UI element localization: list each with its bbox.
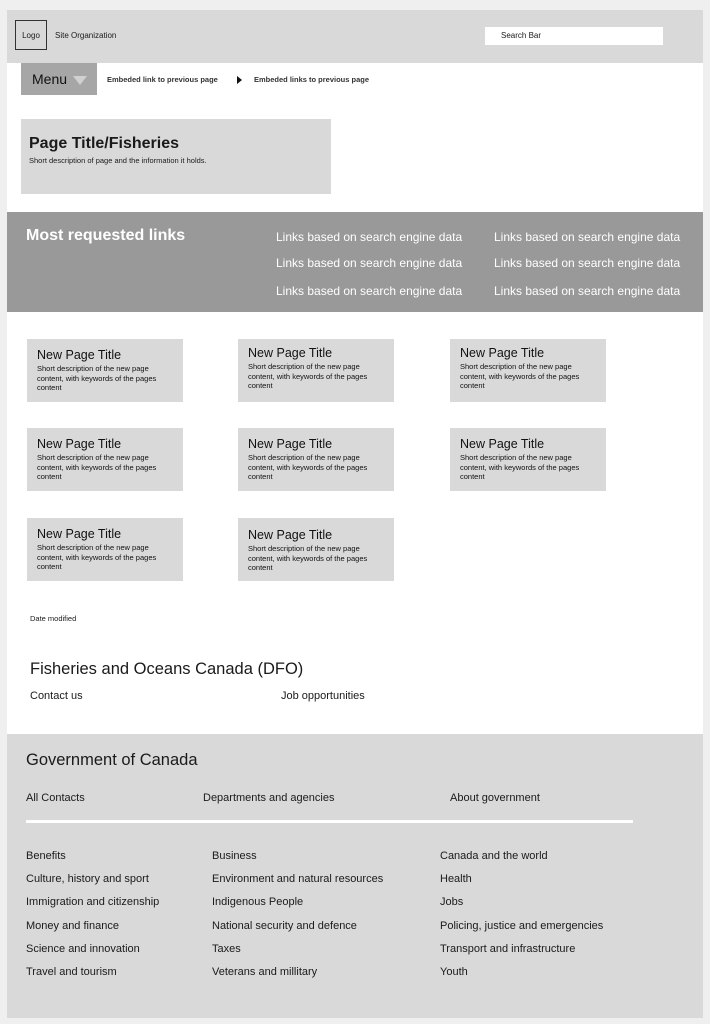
- job-opportunities-link[interactable]: Job opportunities: [281, 690, 365, 702]
- footer-link[interactable]: Veterans and millitary: [212, 966, 318, 978]
- breadcrumb-link-2[interactable]: Embeded links to previous page: [254, 75, 370, 84]
- card-description: Short description of the new page content, with keywords of the pages content: [248, 544, 368, 572]
- requested-link[interactable]: Links based on search engine data: [276, 284, 463, 298]
- most-requested-heading: Most requested links: [26, 227, 186, 244]
- logo[interactable]: Logo: [15, 20, 47, 50]
- card-title: New Page Title: [248, 346, 333, 360]
- footer-link[interactable]: Immigration and citizenship: [26, 896, 160, 908]
- footer-top-link[interactable]: All Contacts: [26, 792, 85, 804]
- page: [7, 10, 703, 1018]
- chevron-down-icon: [73, 76, 87, 85]
- card-title: New Page Title: [460, 346, 545, 360]
- footer-top-link[interactable]: Departments and agencies: [203, 792, 335, 804]
- card-description: Short description of the new page content, with keywords of the pages content: [248, 362, 368, 390]
- footer-link[interactable]: Canada and the world: [440, 850, 548, 862]
- footer-link[interactable]: Youth: [440, 966, 468, 978]
- card-description: Short description of the new page content, with keywords of the pages content: [460, 453, 580, 481]
- page-card[interactable]: [238, 339, 394, 402]
- requested-link[interactable]: Links based on search engine data: [494, 256, 681, 270]
- footer-top-link[interactable]: About government: [450, 792, 540, 804]
- requested-link[interactable]: Links based on search engine data: [276, 230, 463, 244]
- page-card[interactable]: [450, 428, 606, 491]
- card-title: New Page Title: [37, 437, 122, 451]
- footer-link[interactable]: Taxes: [212, 943, 241, 955]
- footer-link[interactable]: Money and finance: [26, 920, 119, 932]
- site-header: [7, 10, 703, 63]
- footer-link[interactable]: Indigenous People: [212, 896, 304, 908]
- footer-link[interactable]: Benefits: [26, 850, 66, 862]
- footer-title: Government of Canada: [26, 751, 198, 769]
- footer-link[interactable]: Jobs: [440, 896, 464, 908]
- breadcrumb-arrow-icon: [237, 76, 242, 84]
- requested-link[interactable]: Links based on search engine data: [494, 284, 681, 298]
- government-footer: [7, 734, 703, 1018]
- search-input[interactable]: Search Bar: [485, 27, 663, 45]
- card-description: Short description of the new page content, with keywords of the pages content: [37, 453, 157, 481]
- page-description: Short description of page and the information it holds.: [29, 156, 207, 165]
- page-card[interactable]: [450, 339, 606, 402]
- page-card[interactable]: [238, 428, 394, 491]
- footer-link[interactable]: Travel and tourism: [26, 966, 117, 978]
- requested-link[interactable]: Links based on search engine data: [494, 230, 681, 244]
- card-title: New Page Title: [460, 437, 545, 451]
- card-title: New Page Title: [37, 348, 122, 362]
- card-title: New Page Title: [37, 527, 122, 541]
- page-title-block: [21, 119, 331, 194]
- footer-link[interactable]: Policing, justice and emergencies: [440, 920, 604, 932]
- dfo-title: Fisheries and Oceans Canada (DFO): [30, 660, 304, 678]
- footer-divider: [26, 820, 633, 823]
- page-card[interactable]: [238, 518, 394, 581]
- card-description: Short description of the new page content, with keywords of the pages content: [460, 362, 580, 390]
- footer-link[interactable]: Transport and infrastructure: [440, 943, 576, 955]
- page-card[interactable]: [27, 428, 183, 491]
- page-title: Page Title/Fisheries: [29, 135, 179, 152]
- page-card[interactable]: [27, 339, 183, 402]
- footer-link[interactable]: Health: [440, 873, 472, 885]
- most-requested-section: [7, 212, 703, 312]
- card-description: Short description of the new page content, with keywords of the pages content: [248, 453, 368, 481]
- footer-link[interactable]: Culture, history and sport: [26, 873, 149, 885]
- page-card[interactable]: [27, 518, 183, 581]
- menu-label: Menu: [32, 71, 68, 87]
- date-modified: Date modified: [30, 614, 77, 623]
- card-title: New Page Title: [248, 437, 333, 451]
- footer-link[interactable]: Science and innovation: [26, 943, 140, 955]
- breadcrumb-link-1[interactable]: Embeded link to previous page: [107, 75, 218, 84]
- card-title: New Page Title: [248, 528, 333, 542]
- site-organization[interactable]: Site Organization: [55, 31, 117, 40]
- menu-button[interactable]: [21, 63, 97, 95]
- card-description: Short description of the new page content, with keywords of the pages content: [37, 543, 157, 571]
- footer-link[interactable]: National security and defence: [212, 920, 357, 932]
- footer-link[interactable]: Environment and natural resources: [212, 873, 384, 885]
- footer-link[interactable]: Business: [212, 850, 257, 862]
- card-description: Short description of the new page content, with keywords of the pages content: [37, 364, 157, 392]
- requested-link[interactable]: Links based on search engine data: [276, 256, 463, 270]
- contact-us-link[interactable]: Contact us: [30, 690, 83, 702]
